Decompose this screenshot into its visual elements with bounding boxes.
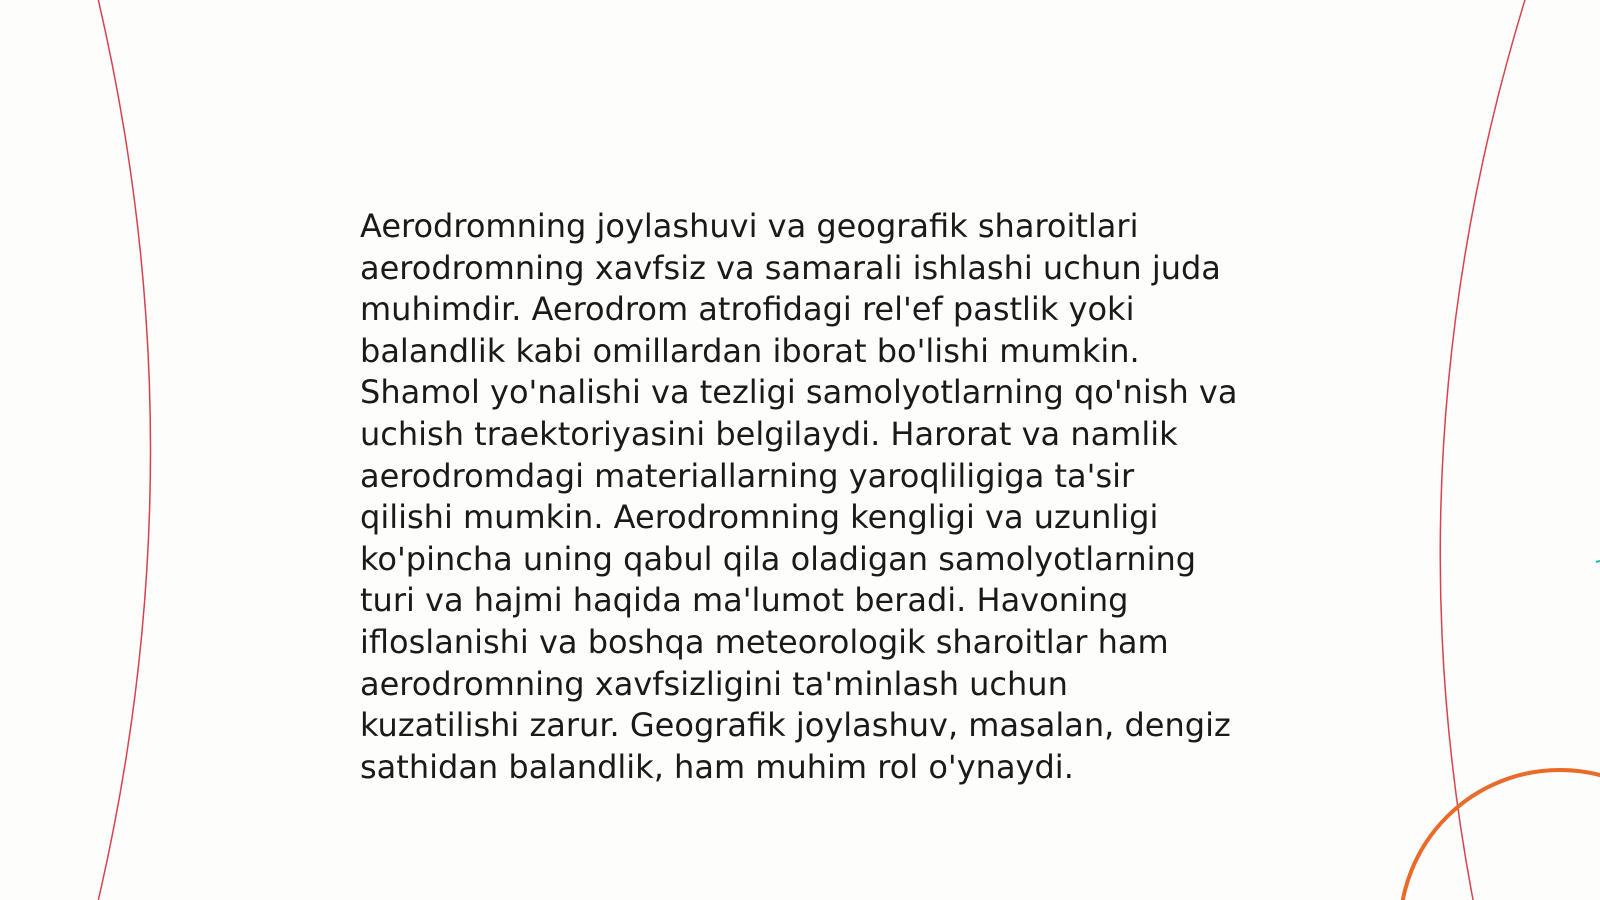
right-arc	[1440, 0, 1528, 900]
teal-accent-mark	[1596, 561, 1600, 562]
orange-circle-arc	[1400, 770, 1600, 900]
body-text: Aerodromning joylashuvi va geografik sharoitlari aerodromning xavfsiz va samarali ishlashi uchun juda muhimdir. Aerodrom atrofidagi rel'ef pastlik yoki balandlik kabi omillardan iborat bo'lishi mumkin. Shamol yo'nalishi va tezligi samolyotlarning qo'nish va uchish traektoriyasini belgilaydi. Harorat va namlik aerodromdagi materiallarning yaroqliligiga ta'sir qilishi mumkin. Aerodromning kengligi va uzunligi ko'pincha uning qabul qila oladigan samolyotlarning turi va hajmi haqida ma'lumot beradi. Havoning ifloslanishi va boshqa meteorologik sharoitlar ham aerodromning xavfsizligini ta'minlash uchun kuzatilishi zarur. Geografik joylashuv, masalan, dengiz sathidan balandlik, ham muhim rol o'ynaydi.	[360, 207, 1238, 786]
left-arc	[96, 0, 151, 900]
